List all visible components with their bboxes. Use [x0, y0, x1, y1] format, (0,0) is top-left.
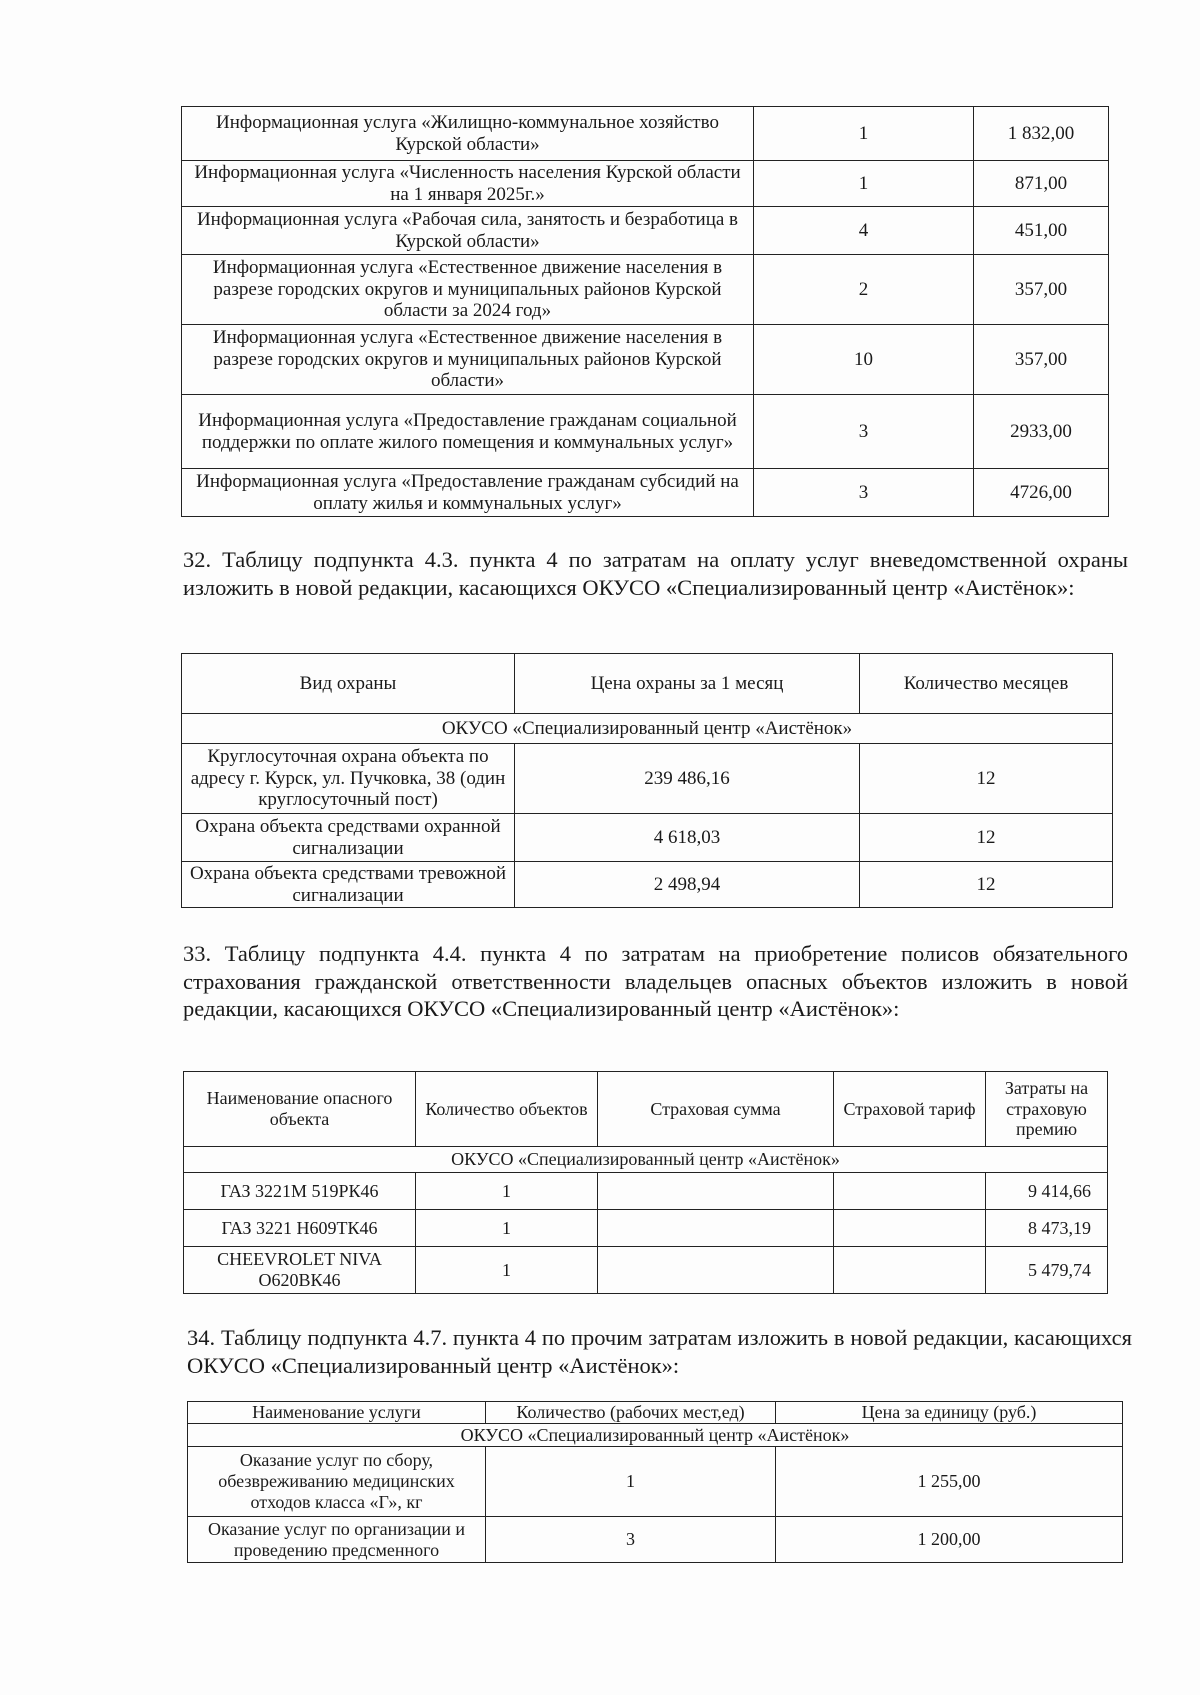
- table-row: [182, 207, 1109, 255]
- column-header: Количество объектов: [416, 1072, 598, 1147]
- quantity-cell: 1: [754, 161, 974, 207]
- information-services-table: [181, 106, 1109, 517]
- object-name-cell: ГАЗ 3221М 519РК46: [184, 1173, 416, 1210]
- tariff-cell: [834, 1173, 986, 1210]
- table-row: [182, 161, 1109, 207]
- premium-cell: 8 473,19: [986, 1210, 1108, 1247]
- group-title: ОКУСО «Специализированный центр «Аистёнок»: [188, 1424, 1123, 1447]
- column-header: Количество (рабочих мест,ед): [486, 1402, 776, 1424]
- price-cell: 871,00: [974, 161, 1109, 207]
- group-title: ОКУСО «Специализированный центр «Аистёнок»: [182, 714, 1113, 744]
- quantity-cell: 4: [754, 207, 974, 255]
- table-row: [182, 469, 1109, 517]
- column-header: Наименование опасного объекта: [184, 1072, 416, 1147]
- section-33-text: 33. Таблицу подпункта 4.4. пункта 4 по затратам на приобретение полисов обязательного страхования гражданской ответственности владельцев опасных объектов изложить в новой редакции, касающихся ОКУСО «Специализированный центр «Аистёнок»:: [183, 941, 1128, 1021]
- object-name-cell: ГАЗ 3221 Н609ТК46: [184, 1210, 416, 1247]
- column-header: Страховая сумма: [598, 1072, 834, 1147]
- table-row: [182, 814, 1113, 862]
- price-cell: 451,00: [974, 207, 1109, 255]
- insured-sum-cell: [598, 1210, 834, 1247]
- group-row: [184, 1147, 1108, 1173]
- price-cell: 357,00: [974, 325, 1109, 395]
- price-cell: 4726,00: [974, 469, 1109, 517]
- object-count-cell: 1: [416, 1173, 598, 1210]
- table-row: [182, 325, 1109, 395]
- security-type-cell: Охрана объекта средствами тревожной сигнализации: [182, 862, 515, 908]
- object-count-cell: 1: [416, 1247, 598, 1294]
- section-34-text: 34. Таблицу подпункта 4.7. пункта 4 по прочим затратам изложить в новой редакции, касающихся ОКУСО «Специализированный центр «Аистёнок»:: [187, 1325, 1132, 1378]
- service-name-cell: Информационная услуга «Предоставление гражданам субсидий на оплату жилья и коммунальных услуг»: [182, 469, 754, 517]
- column-header: Наименование услуги: [188, 1402, 486, 1424]
- section-32-text: 32. Таблицу подпункта 4.3. пункта 4 по затратам на оплату услуг вневедомственной охраны изложить в новой редакции, касающихся ОКУСО «Специализированный центр «Аистёнок»:: [183, 547, 1128, 600]
- group-row: [182, 714, 1113, 744]
- table-header-row: [188, 1402, 1123, 1424]
- price-cell: 2933,00: [974, 395, 1109, 469]
- table-row: [182, 744, 1113, 814]
- monthly-price-cell: 4 618,03: [515, 814, 860, 862]
- table-row: [184, 1247, 1108, 1294]
- quantity-cell: 1: [486, 1447, 776, 1517]
- column-header: Количество месяцев: [860, 654, 1113, 714]
- object-count-cell: 1: [416, 1210, 598, 1247]
- months-cell: 12: [860, 814, 1113, 862]
- price-cell: 357,00: [974, 255, 1109, 325]
- table-row: [188, 1517, 1123, 1563]
- service-name-cell: Информационная услуга «Естественное движение населения в разрезе городских округов и муниципальных районов Курской области»: [182, 325, 754, 395]
- column-header: Вид охраны: [182, 654, 515, 714]
- service-name-cell: Оказание услуг по сбору, обезвреживанию медицинских отходов класса «Г», кг: [188, 1447, 486, 1517]
- group-title: ОКУСО «Специализированный центр «Аистёнок»: [184, 1147, 1108, 1173]
- other-costs-table: [187, 1401, 1123, 1563]
- table-row: [182, 862, 1113, 908]
- months-cell: 12: [860, 744, 1113, 814]
- security-services-table: [181, 653, 1113, 908]
- service-name-cell: Информационная услуга «Рабочая сила, занятость и безработица в Курской области»: [182, 207, 754, 255]
- tariff-cell: [834, 1247, 986, 1294]
- service-name-cell: Информационная услуга «Численность населения Курской области на 1 января 2025г.»: [182, 161, 754, 207]
- quantity-cell: 3: [754, 469, 974, 517]
- column-header: Цена за единицу (руб.): [776, 1402, 1123, 1424]
- column-header: Цена охраны за 1 месяц: [515, 654, 860, 714]
- months-cell: 12: [860, 862, 1113, 908]
- monthly-price-cell: 2 498,94: [515, 862, 860, 908]
- table-row: [184, 1173, 1108, 1210]
- premium-cell: 9 414,66: [986, 1173, 1108, 1210]
- quantity-cell: 3: [754, 395, 974, 469]
- table-row: [182, 107, 1109, 161]
- unit-price-cell: 1 255,00: [776, 1447, 1123, 1517]
- service-name-cell: Оказание услуг по организации и проведению предсменного: [188, 1517, 486, 1563]
- service-name-cell: Информационная услуга «Естественное движение населения в разрезе городских округов и муниципальных районов Курской области за 2024 год»: [182, 255, 754, 325]
- quantity-cell: 2: [754, 255, 974, 325]
- column-header: Затраты на страховую премию: [986, 1072, 1108, 1147]
- table-row: [182, 395, 1109, 469]
- security-type-cell: Круглосуточная охрана объекта по адресу г. Курск, ул. Пучковка, 38 (один круглосуточный пост): [182, 744, 515, 814]
- column-header: Страховой тариф: [834, 1072, 986, 1147]
- quantity-cell: 3: [486, 1517, 776, 1563]
- insured-sum-cell: [598, 1173, 834, 1210]
- price-cell: 1 832,00: [974, 107, 1109, 161]
- group-row: [188, 1424, 1123, 1447]
- monthly-price-cell: 239 486,16: [515, 744, 860, 814]
- service-name-cell: Информационная услуга «Жилищно-коммунальное хозяйство Курской области»: [182, 107, 754, 161]
- table-header-row: [182, 654, 1113, 714]
- quantity-cell: 10: [754, 325, 974, 395]
- security-type-cell: Охрана объекта средствами охранной сигнализации: [182, 814, 515, 862]
- insurance-table: [183, 1071, 1108, 1294]
- quantity-cell: 1: [754, 107, 974, 161]
- insured-sum-cell: [598, 1247, 834, 1294]
- table-row: [182, 255, 1109, 325]
- object-name-cell: CHEEVROLET NIVA О620ВК46: [184, 1247, 416, 1294]
- service-name-cell: Информационная услуга «Предоставление гражданам социальной поддержки по оплате жилого помещения и коммунальных услуг»: [182, 395, 754, 469]
- unit-price-cell: 1 200,00: [776, 1517, 1123, 1563]
- table-row: [188, 1447, 1123, 1517]
- table-header-row: [184, 1072, 1108, 1147]
- table-row: [184, 1210, 1108, 1247]
- premium-cell: 5 479,74: [986, 1247, 1108, 1294]
- tariff-cell: [834, 1210, 986, 1247]
